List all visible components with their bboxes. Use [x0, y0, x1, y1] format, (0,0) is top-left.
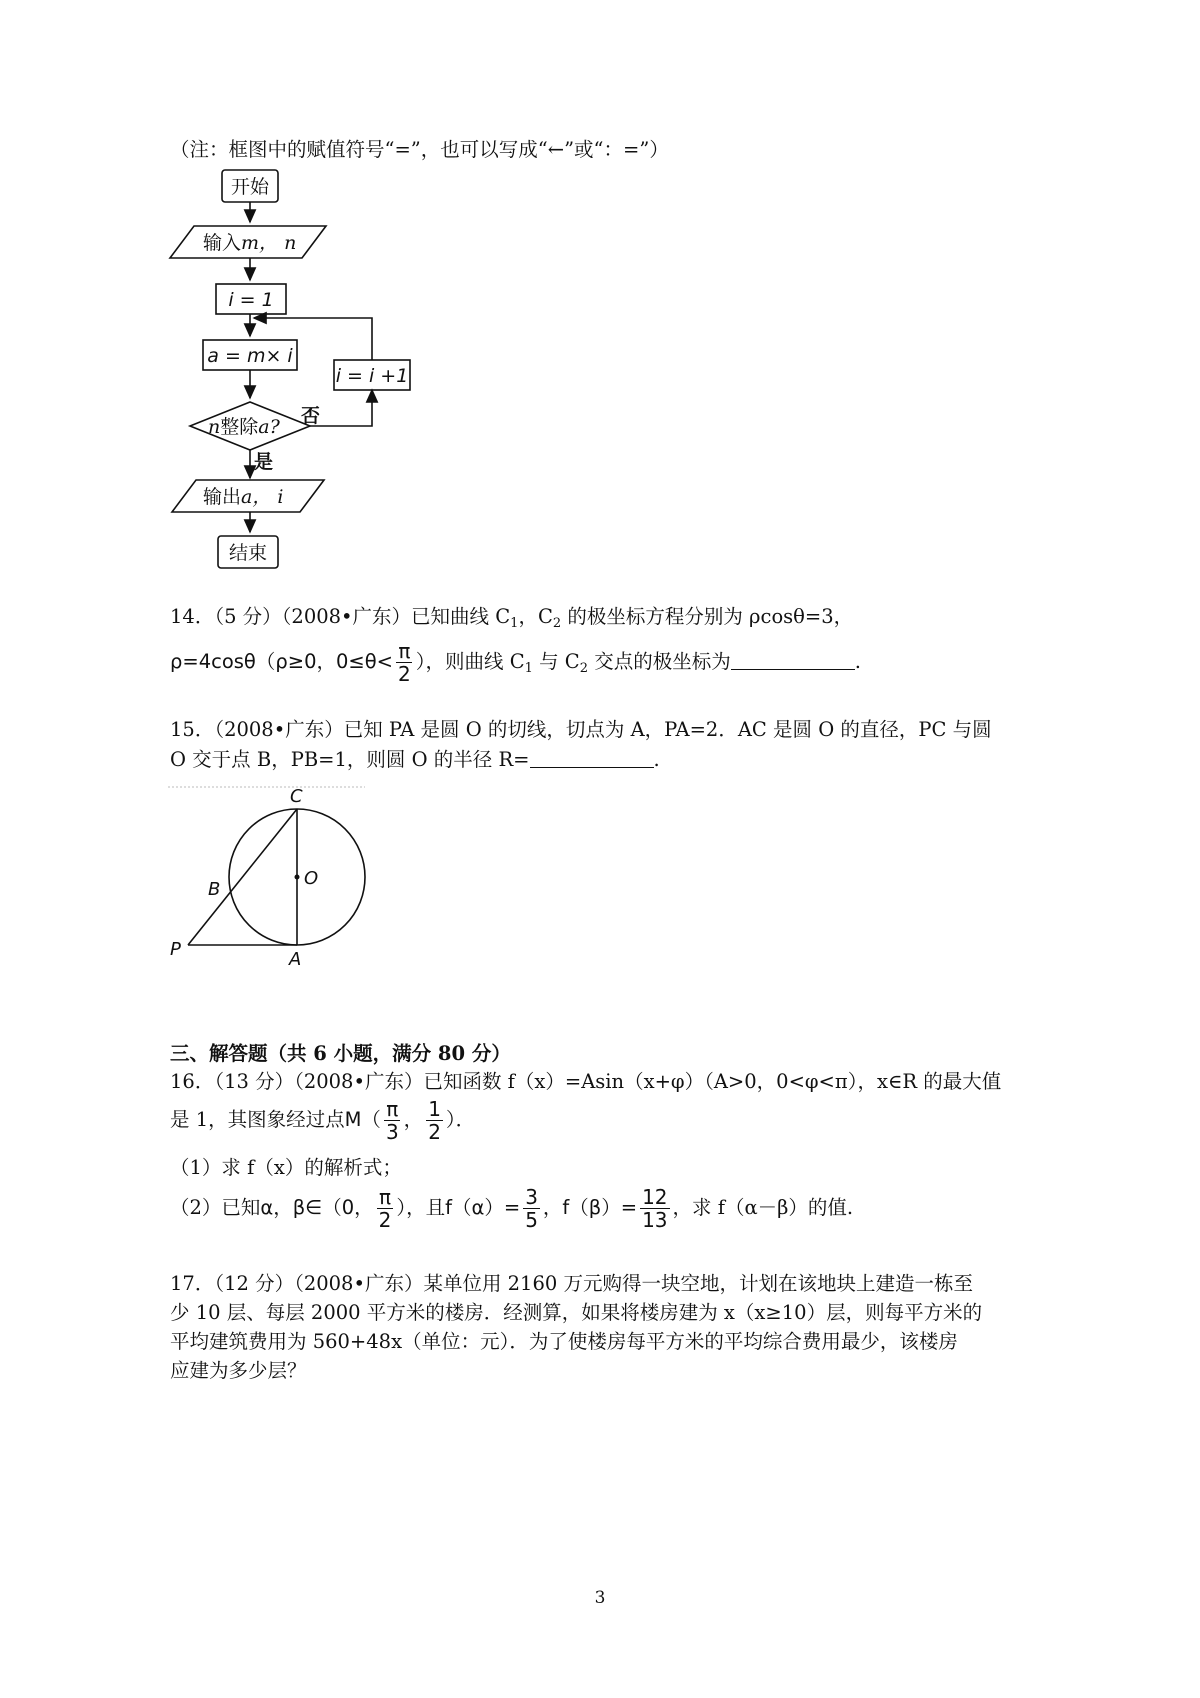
- flow-cond-tail: a?: [258, 416, 280, 438]
- q16-frac-pi-3: $\frac{\pi}{3}$: [385, 1097, 399, 1144]
- q16-frac-3-5: $\frac{3}{5}$: [525, 1185, 538, 1232]
- q16-frac-1-2: $\frac{1}{2}$: [428, 1097, 441, 1144]
- q16-frac-pi-2: $\frac{\pi}{2}$: [378, 1185, 392, 1232]
- q17-line2: 少 10 层、每层 2000 平方米的楼房．经测算，如果将楼房建为 x（x≥10）层，则每平方米的: [170, 1301, 983, 1324]
- page-number: 3: [594, 1588, 606, 1608]
- q16-part2: （2）已知α，β∈（0， $\frac{\pi}{2}$ ），且f（α）= $\frac{3}{5}$ ，f（β）= $\frac{12}{13}$ ，求 f（α－β）的值.: [170, 1185, 854, 1232]
- label-c: C: [290, 786, 303, 807]
- q16-line2: 是 1，其图象经过点M（ $\frac{\pi}{3}$ ， $\frac{1}{2}$ ）．: [170, 1097, 476, 1144]
- flow-yes-label: 是: [254, 451, 274, 473]
- secant-pc: [188, 809, 297, 945]
- section3-heading: 三、解答题（共 6 小题，满分 80 分）: [170, 1042, 511, 1065]
- flow-assign-label: a = m× i: [207, 345, 293, 367]
- q14-line2: ρ=4cosθ（ρ≥0，0≤θ< $\frac{\pi}{2}$ ），则曲线 $C_1$ 与 $C_2$ 交点的极坐标为 .: [170, 639, 861, 686]
- flow-start-label: 开始: [230, 176, 270, 198]
- q15-line1: 15．（2008•广东）已知 PA 是圆 O 的切线，切点为 A，PA=2．AC 是圆 O 的直径，PC 与圆: [170, 718, 992, 741]
- flow-cond-text: 整除: [220, 416, 259, 438]
- svg-text:输入m， n: [203, 232, 296, 254]
- flow-output-vars: a， i: [241, 486, 284, 508]
- flow-end-label: 结束: [228, 542, 268, 564]
- svg-text:n整除a?: [208, 416, 281, 438]
- flow-input-vars: m， n: [241, 232, 297, 254]
- q16-line1: 16．（13 分）（2008•广东）已知函数 f（x）=Asin（x+φ）（A>0，0<φ<π），x∈R 的最大值: [170, 1070, 1002, 1093]
- q16-part1: （1）求 f（x）的解析式；: [170, 1156, 402, 1179]
- q14-answer-blank[interactable]: [731, 649, 855, 670]
- flow-increment-label: i = i +1: [335, 365, 409, 387]
- flow-output-label: 输出: [203, 486, 242, 508]
- q14-frac-pi-2: $\frac{\pi}{2}$: [398, 639, 411, 686]
- center-dot: [295, 875, 300, 880]
- q14-line1: 14．（5 分）（2008•广东）已知曲线 $C_1$，$C_2$ 的极坐标方程分别为 ρcosθ=3，: [170, 605, 854, 631]
- q16-frac-12-13: $\frac{12}{13}$: [642, 1185, 668, 1232]
- q17-line4: 应建为多少层？: [170, 1359, 307, 1382]
- circle-diagram: [160, 782, 400, 982]
- note-line: （注：框图中的赋值符号“=”，也可以写成“←”或“：=”）: [170, 138, 669, 161]
- flowchart: [0, 160, 1200, 580]
- svg-text:输出a， i: [203, 486, 283, 508]
- flow-init-label: i = 1: [228, 289, 274, 311]
- flow-no-label: 否: [301, 405, 321, 427]
- q15-line2: O 交于点 B，PB=1，则圆 O 的半径 R= .: [170, 748, 660, 771]
- q17-line3: 平均建筑费用为 560+48x（单位：元）．为了使楼房每平方米的平均综合费用最少，该楼房: [170, 1330, 958, 1353]
- label-o: O: [304, 868, 319, 889]
- flow-input-label: 输入: [203, 232, 242, 254]
- q15-answer-blank[interactable]: [530, 747, 654, 768]
- label-a: A: [289, 949, 302, 970]
- label-p: P: [170, 939, 181, 960]
- label-b: B: [208, 879, 221, 900]
- flow-cond-var: n: [208, 416, 221, 438]
- q17-line1: 17．（12 分）（2008•广东）某单位用 2160 万元购得一块空地，计划在该地块上建造一栋至: [170, 1272, 973, 1295]
